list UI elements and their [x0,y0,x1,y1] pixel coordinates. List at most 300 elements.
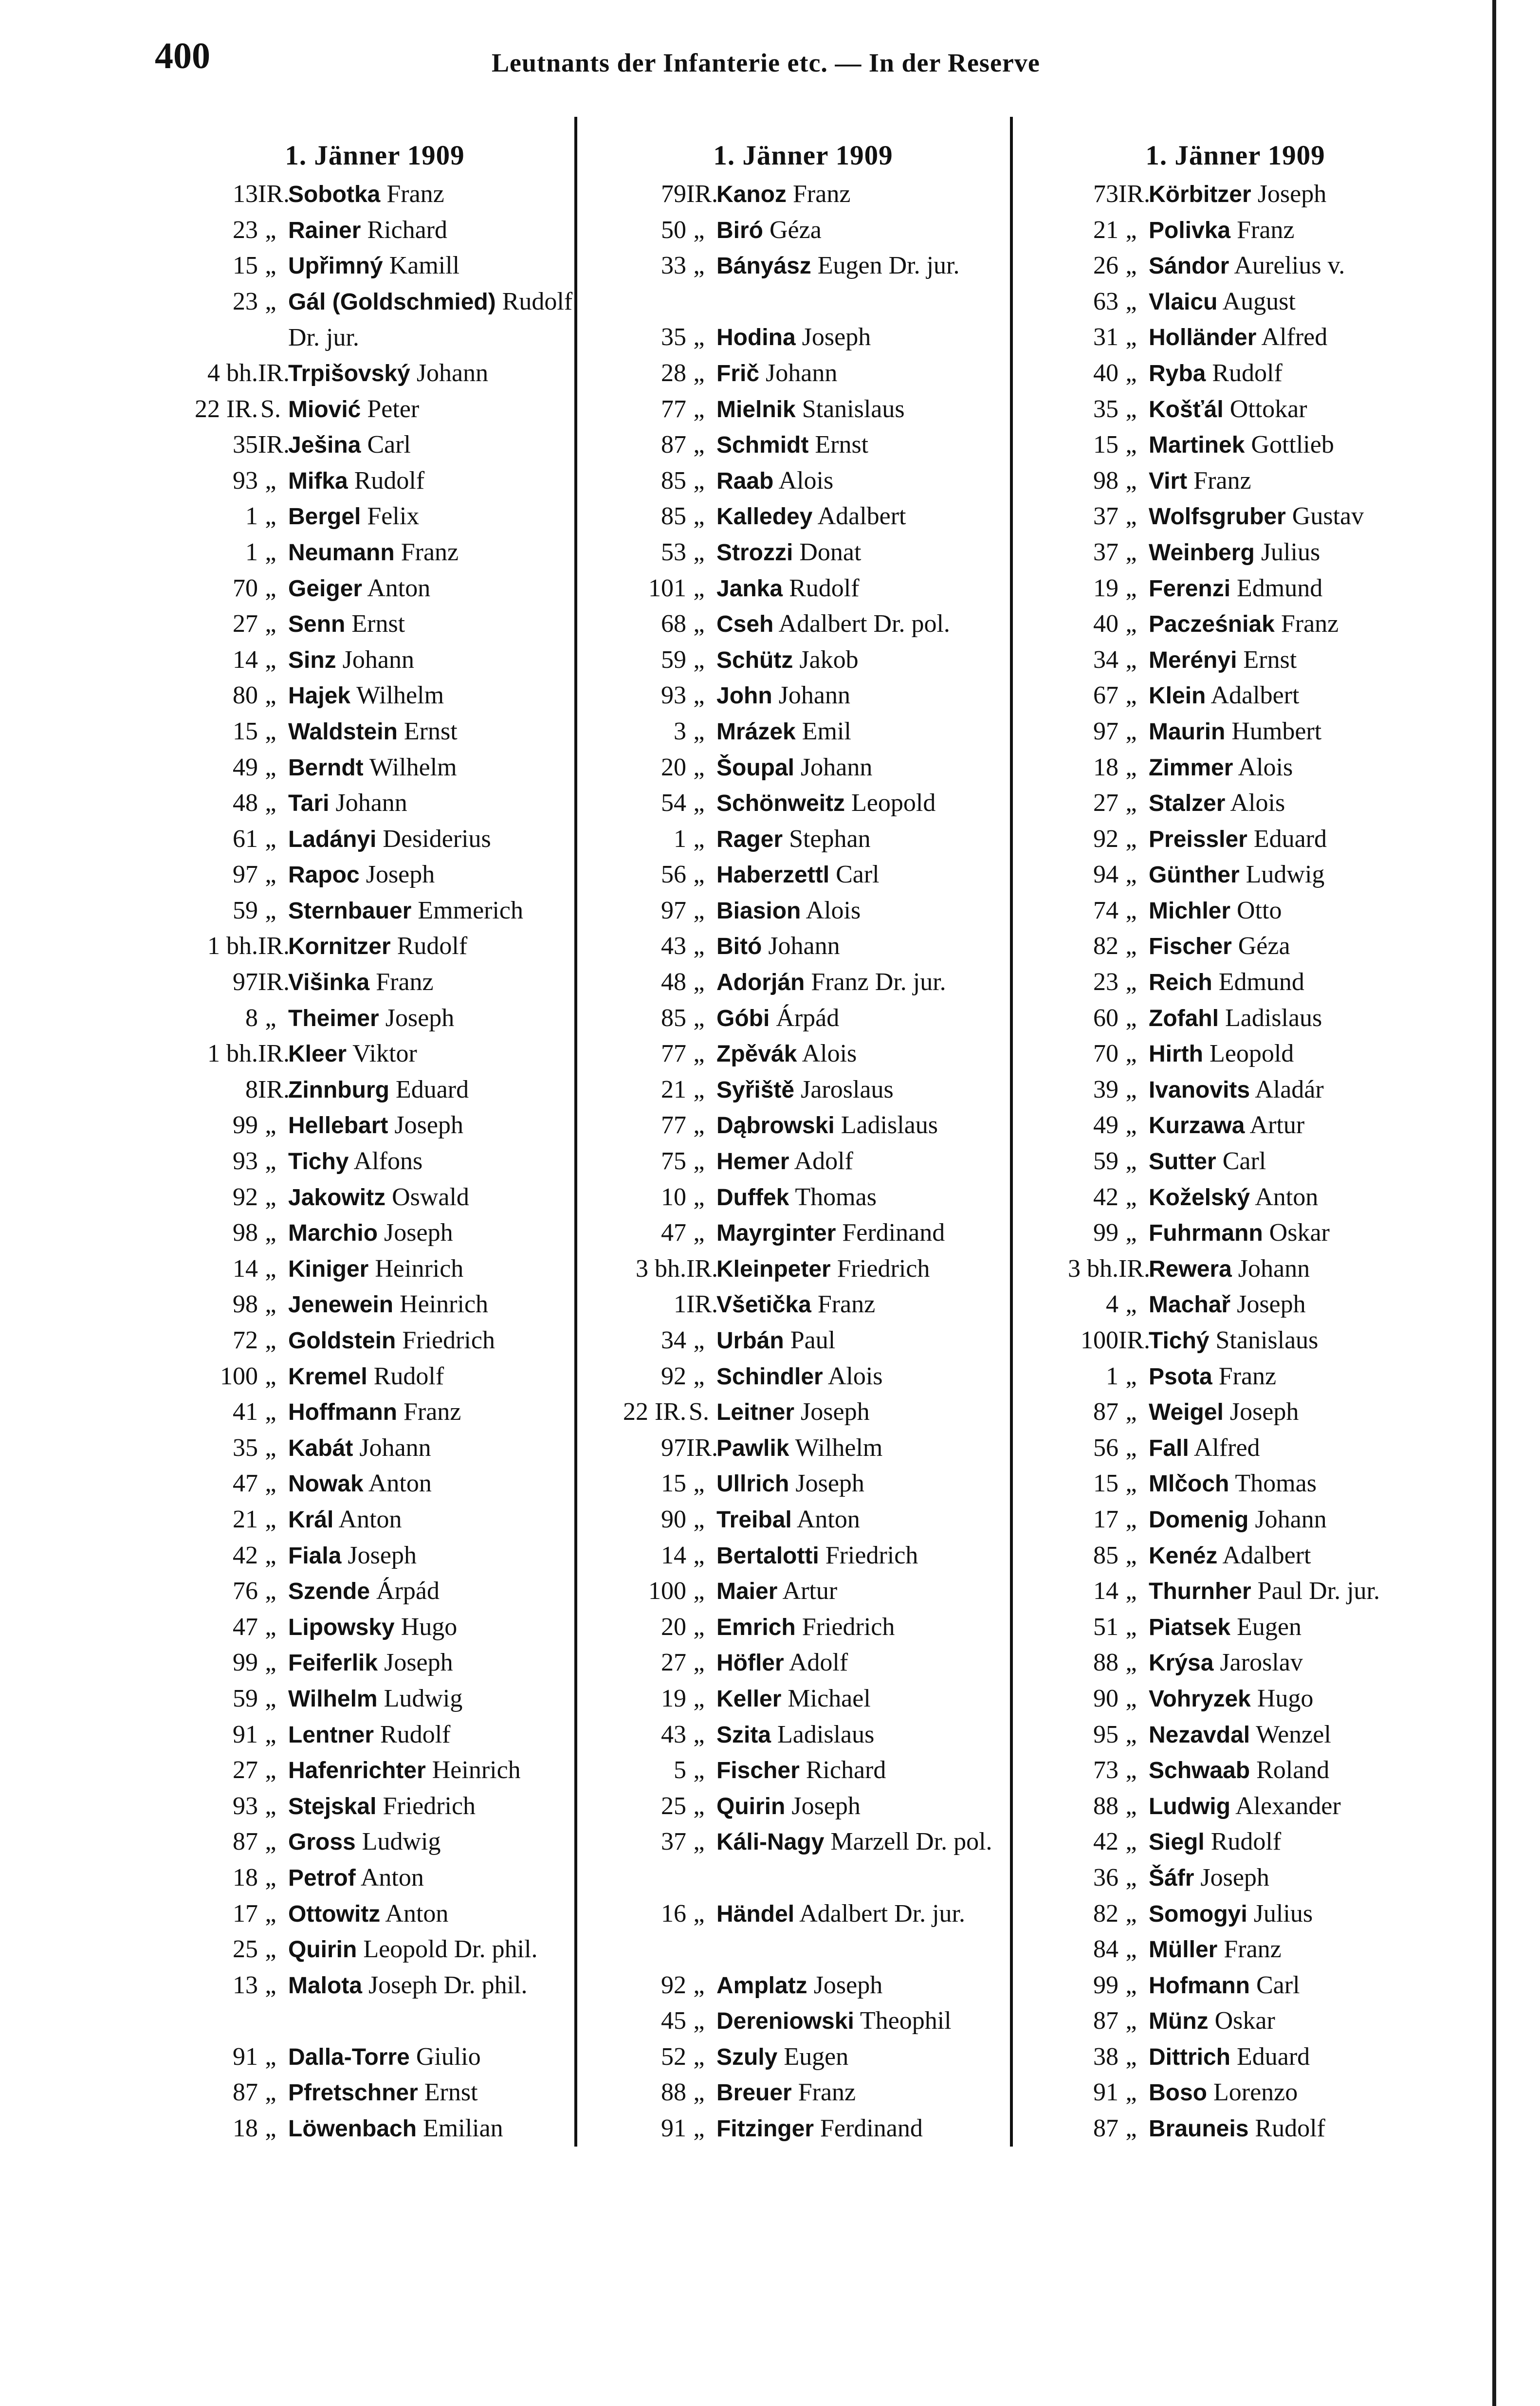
officer-name [712,1179,1012,1216]
surname: Zofahl [1149,1005,1219,1031]
regiment-number: 52 [661,2042,686,2071]
surname: Trpišovský [288,360,410,386]
regiment-number: 56 [661,861,686,889]
given-name: Eugen [1237,1613,1302,1641]
unit-mark: „ [265,896,276,924]
unit-mark: „ [265,1684,276,1712]
officer-name [1144,1359,1445,1395]
regiment-number: 87 [233,1828,258,1856]
officer-name [283,1322,584,1359]
given-name: Franz [1224,1935,1282,1964]
surname: Dereniowski [716,2008,854,2035]
regiment-number: 13 [233,180,258,208]
regiment-number: 13 [233,1971,258,1999]
roster-entry [1026,212,1445,248]
regiment-number: 31 [1093,323,1118,351]
roster-entry [165,1322,584,1359]
roster-entry [1026,176,1445,212]
officer-name [283,1752,584,1789]
unit-mark: „ [1125,753,1137,781]
regiment-number: 8 [245,1075,258,1103]
given-name: Johann [335,789,407,817]
regiment-number: 1 [245,502,258,531]
roster-entry [165,248,584,284]
unit-mark: „ [1125,2078,1137,2107]
roster-entry [1026,1752,1445,1788]
given-name: Heinrich [375,1254,464,1283]
officer-name [283,1788,584,1825]
given-name: Johann [1238,1254,1310,1283]
officer-name [712,1072,1012,1108]
unit-mark: „ [265,1863,276,1892]
surname: Ješina [288,432,361,459]
unit-mark: IR. [686,180,718,208]
regiment-number: 51 [1093,1613,1118,1641]
roster-entry [594,1179,1012,1215]
unit-mark: „ [265,825,276,853]
unit-mark: „ [265,2042,276,2071]
given-name: Friedrich [402,1326,495,1354]
roster-entry [594,2075,1012,2111]
roster-entry [1026,2003,1445,2039]
surname: Hirth [1149,1041,1203,1067]
unit-mark: „ [265,789,276,817]
surname: Pawlik [716,1435,789,1461]
regiment-number: 85 [661,466,686,495]
roster-entry [1026,785,1445,821]
officer-name [283,821,584,858]
column-heading: 1. Jänner 1909 [285,140,465,171]
surname: Fuhrmann [1149,1220,1263,1247]
surname: Psota [1149,1363,1212,1390]
regiment-number: 93 [233,1147,258,1175]
regiment-number: 74 [1093,896,1118,924]
regiment-number: 38 [1093,2042,1118,2071]
unit-mark: „ [265,1219,276,1247]
roster-column-1 [165,136,584,2147]
unit-mark: „ [265,1899,276,1928]
surname: Mrázek [716,718,796,745]
surname: Hodina [716,325,796,351]
surname: Kornitzer [288,934,391,960]
officer-name [283,964,584,1001]
officer-name [283,391,584,428]
roster-entry [165,1394,584,1430]
regiment-number: 14 [661,1541,686,1569]
unit-mark: „ [1125,932,1137,960]
officer-name [283,1681,584,1717]
regiment-number: 99 [233,1111,258,1139]
regiment-number: 91 [1093,2078,1118,2107]
regiment-number: 1 [674,1290,686,1319]
roster-entry [165,498,584,534]
surname: John [716,683,772,709]
officer-name [1144,1143,1445,1180]
roster-entry [1026,355,1445,391]
unit-mark: „ [693,1756,705,1784]
regiment-number: 20 [661,1613,686,1641]
given-name: Aladár [1255,1075,1324,1103]
regiment-number: 99 [233,1649,258,1677]
unit-mark: „ [265,216,276,244]
surname: Duffek [716,1184,789,1211]
given-name: Carl [1222,1147,1266,1175]
surname: Zinnburg [288,1077,389,1103]
roster-entry [165,1286,584,1322]
roster-entry [594,176,1012,212]
surname: Zpěvák [716,1041,797,1067]
given-name: Julius [1253,1899,1313,1928]
given-name: Johann [766,359,838,387]
roster-entry [1026,1573,1445,1609]
roster-entry [1026,678,1445,714]
given-name: Kamill [389,252,460,280]
surname: Hemer [716,1149,789,1175]
officer-name [712,391,1012,428]
roster-entry [165,1143,584,1179]
given-name: Anton [368,1469,432,1498]
unit-mark: „ [1125,1147,1137,1175]
roster-entry [594,1286,1012,1322]
regiment-number: 84 [1093,1935,1118,1964]
regiment-number: 37 [1093,538,1118,566]
given-name: Franz [1281,610,1339,638]
given-name: Peter [367,395,420,423]
officer-name [712,606,1012,643]
roster-entry [1026,1967,1445,2003]
given-name: Anton [338,1505,402,1533]
given-name: Eugen [784,2042,849,2071]
officer-name [283,1538,584,1574]
officer-name [1144,964,1445,1001]
officer-name [283,1359,584,1395]
regiment-number: 35 [1093,395,1118,423]
surname: Mayrginter [716,1220,836,1247]
regiment-number: 21 [233,1505,258,1533]
officer-name [712,427,1012,463]
surname: Bergel [288,504,361,530]
regiment-number: 18 [233,1863,258,1892]
unit-mark: „ [693,2007,705,2035]
officer-name [283,1824,584,1860]
surname: Rainer [288,217,361,243]
regiment-number: 25 [233,1935,258,1964]
surname: Stejskal [288,1793,377,1819]
regiment-number: 15 [233,717,258,745]
roster-entry [594,1896,1012,1967]
surname: Fischer [716,1758,800,1784]
officer-name [1144,1107,1445,1144]
unit-mark: „ [693,538,705,566]
regiment-number: 25 [661,1792,686,1820]
given-name: Hugo [401,1613,458,1641]
surname: Ferenzi [1149,575,1231,602]
given-name: Artur [1249,1111,1305,1139]
roster-entry [165,893,584,929]
officer-name [283,284,584,356]
officer-name [283,642,584,679]
roster-entry [1026,857,1445,893]
given-name: Julius [1261,538,1320,566]
roster-entry [594,534,1012,570]
officer-name [1144,678,1445,714]
unit-mark: „ [1125,1362,1137,1390]
unit-mark: „ [1125,538,1137,566]
unit-mark: „ [693,896,705,924]
officer-name [283,678,584,714]
surname: Michler [1149,898,1231,924]
regiment-number: 35 [233,1433,258,1462]
officer-name [1144,2039,1445,2075]
given-name: Joseph [1257,180,1327,208]
surname: Treibal [716,1506,792,1533]
given-name: Heinrich [432,1756,521,1784]
regiment-number: 92 [1093,825,1118,853]
unit-mark: „ [1125,216,1137,244]
roster-entry [165,1860,584,1896]
officer-name [712,821,1012,858]
officer-name [283,248,584,284]
regiment-number: 28 [661,359,686,387]
officer-name [283,1609,584,1646]
officer-name [283,1896,584,1932]
given-name: Wenzel [1256,1720,1331,1748]
regiment-number: 101 [648,574,686,602]
given-name: Franz [798,2078,856,2107]
given-name: Anton [385,1899,449,1928]
surname: Kiniger [288,1256,369,1282]
unit-mark: „ [1125,502,1137,531]
regiment-number: 97 [661,1433,686,1462]
given-name: Rudolf [380,1720,451,1748]
surname: Müller [1149,1937,1218,1963]
unit-mark: „ [265,610,276,638]
roster-entry [1026,1107,1445,1143]
unit-mark: „ [693,1362,705,1390]
given-name: Adalbert [1222,1541,1311,1569]
unit-mark: „ [1125,466,1137,495]
roster-entry [594,1717,1012,1753]
unit-mark: „ [1125,1219,1137,1247]
given-name: Ferdinand [842,1219,945,1247]
unit-mark: „ [693,359,705,387]
roster-entry [594,1394,1012,1430]
unit-mark: IR. [258,180,290,208]
unit-mark: „ [1125,1863,1137,1892]
unit-mark: „ [693,1971,705,1999]
given-name: Adolf [794,1147,853,1175]
unit-mark: S. [689,1398,709,1426]
officer-name [712,1502,1012,1538]
regiment-number: 18 [233,2114,258,2143]
roster-entry [594,1000,1012,1036]
regiment-number: 80 [233,681,258,710]
regiment-number: 14 [1093,1577,1118,1605]
regiment-number: 3 bh. [1068,1254,1118,1283]
given-name: Wilhelm [356,681,444,710]
given-name: Johann [416,359,489,387]
officer-name [1144,1860,1445,1896]
regiment-number: 79 [661,180,686,208]
regiment-number: 87 [1093,2114,1118,2143]
surname: Hofmann [1149,1972,1250,1999]
officer-name [712,1251,1012,1287]
running-header: Leutnants der Infanterie etc. — In der Reserve [492,48,1040,77]
given-name: Anton [360,1863,424,1892]
surname: Fall [1149,1435,1189,1461]
given-name: Adolf [788,1649,848,1677]
roster-entry [165,642,584,678]
roster-entry [594,642,1012,678]
regiment-number: 54 [661,789,686,817]
roster-entry [594,1466,1012,1502]
given-name: Oswald [392,1183,469,1211]
regiment-number: 88 [1093,1649,1118,1677]
given-name: Johann [801,753,873,781]
regiment-number: 3 [674,717,686,745]
surname: Thurnher [1149,1579,1251,1605]
given-name: Stanislaus [1215,1326,1319,1354]
regiment-number: 68 [661,610,686,638]
roster-entry [594,1788,1012,1824]
given-name: Alois [827,1362,883,1390]
surname: Raab [716,468,774,494]
roster-entry [165,1896,584,1932]
officer-name [712,1000,1012,1037]
regiment-number: 92 [661,1971,686,1999]
roster-entry [594,964,1012,1000]
surname: Ryba [1149,360,1206,386]
roster-entry [1026,2039,1445,2075]
regiment-number: 41 [233,1398,258,1426]
officer-name [712,1322,1012,1359]
officer-name [1144,1502,1445,1538]
unit-mark: „ [693,1004,705,1032]
given-name: Adalbert [1210,681,1300,710]
given-name: Joseph [366,861,435,889]
given-name: Ernst [424,2078,478,2107]
unit-mark: „ [693,825,705,853]
roster-entry [1026,928,1445,964]
roster-entry [594,1752,1012,1788]
given-name: Ernst [403,717,458,745]
officer-name [712,1430,1012,1467]
regiment-number: 48 [233,789,258,817]
roster-entry [594,2111,1012,2147]
surname: Kurzawa [1149,1113,1245,1139]
roster-entry [594,463,1012,499]
roster-entry [165,1681,584,1717]
regiment-number: 93 [233,1792,258,1820]
roster-entry [594,1215,1012,1251]
roster-entry [165,2111,584,2147]
roster-entry [594,1072,1012,1108]
roster-entry [165,427,584,463]
surname: Weigel [1149,1399,1224,1426]
surname: Vlaicu [1149,289,1218,315]
unit-mark: „ [693,1684,705,1712]
unit-mark: „ [265,502,276,531]
unit-mark: „ [265,1756,276,1784]
roster-entry [165,1179,584,1215]
surname: Frič [716,360,760,386]
officer-name [1144,463,1445,499]
regiment-number: 14 [233,645,258,674]
unit-mark: „ [693,932,705,960]
surname: Král [288,1506,334,1533]
given-name: Stephan [789,825,871,853]
regiment-number: 35 [233,431,258,459]
officer-name [712,2003,1012,2039]
officer-name [283,606,584,643]
surname: Jakowitz [288,1184,386,1211]
roster-entry [594,570,1012,606]
unit-mark: „ [1125,287,1137,315]
regiment-number: 40 [1093,359,1118,387]
given-name: Gottlieb [1251,431,1334,459]
roster-entry [165,1824,584,1860]
officer-name [712,1681,1012,1717]
given-name: Joseph [394,1111,463,1139]
officer-name [1144,1538,1445,1574]
surname: Schindler [716,1363,823,1390]
surname: Jenewein [288,1292,394,1318]
roster-entry [594,355,1012,391]
roster-entry [1026,1788,1445,1824]
given-name: Ferdinand [820,2114,923,2143]
given-name: Marzell Dr. pol. [830,1828,992,1856]
roster-entry [594,2039,1012,2075]
roster-entry [165,1430,584,1466]
surname: Schmidt [716,432,809,459]
unit-mark: „ [1125,861,1137,889]
roster-entry [1026,1215,1445,1251]
unit-mark: „ [693,1326,705,1354]
roster-entry [165,391,584,427]
roster-entry [165,1466,584,1502]
roster-entry [1026,498,1445,534]
given-name: Donat [799,538,862,566]
roster-entry [165,964,584,1000]
officer-name [1144,1573,1445,1610]
regiment-number: 59 [661,645,686,674]
officer-name [712,1394,1012,1431]
unit-mark: „ [1125,896,1137,924]
regiment-number: 70 [1093,1040,1118,1068]
given-name: Wilhelm [369,753,457,781]
officer-name [1144,319,1445,356]
regiment-number: 73 [1093,180,1118,208]
unit-mark: „ [265,466,276,495]
roster-entry [594,319,1012,355]
unit-mark: „ [1125,1971,1137,1999]
surname: Maier [716,1579,778,1605]
regiment-number: 23 [1093,968,1118,996]
unit-mark: „ [265,1828,276,1856]
officer-name [1144,1072,1445,1108]
officer-name [712,498,1012,535]
roster-entry [165,1752,584,1788]
officer-name [1144,1322,1445,1359]
column-heading: 1. Jänner 1909 [1145,140,1325,171]
surname: Domenig [1149,1506,1249,1533]
regiment-number: 90 [1093,1684,1118,1712]
surname: Janka [716,575,783,602]
regiment-number: 92 [233,1183,258,1211]
unit-mark: „ [693,2042,705,2071]
surname: Syřiště [716,1077,795,1103]
roster-entry [1026,391,1445,427]
